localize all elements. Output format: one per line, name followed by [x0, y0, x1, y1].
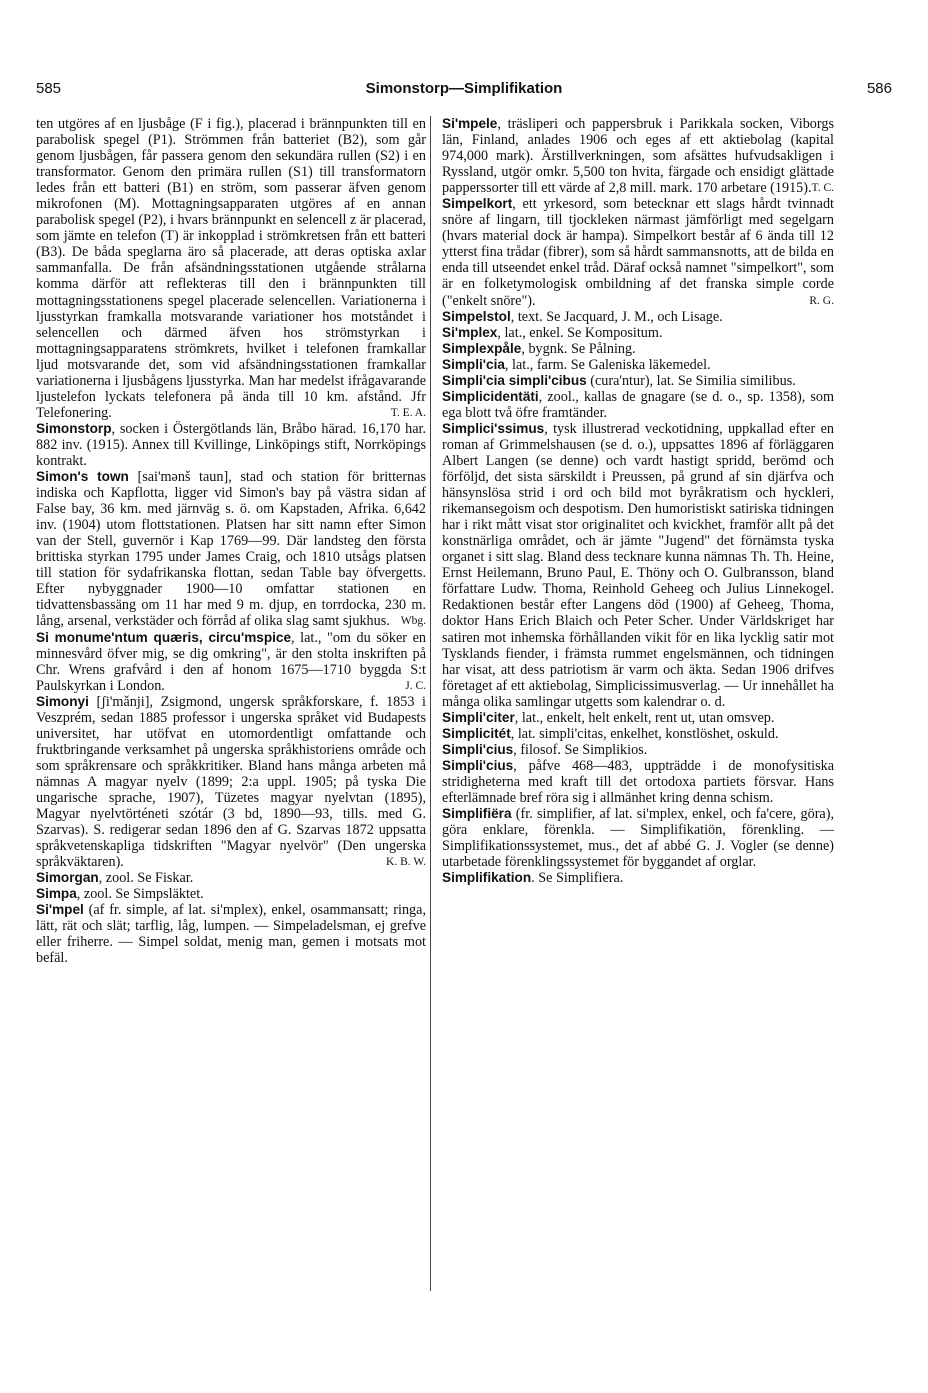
dictionary-entry: [442, 309, 834, 325]
column-divider: [430, 116, 431, 1291]
dictionary-entry: [442, 325, 834, 341]
dictionary-entry: [442, 373, 834, 389]
entry-body: [ʃi'mǎnji], Zsigmond, ungersk språkforskare, f. 1853 i Veszprém, sedan 1885 professor i ungerska språket vid Budapests universitet, har utöfvat en utomordentligt omfattande och fruktbringande verksamhet på ungerska språkhistoriens område och som språkrensare och språkkritiker. Bland hans många arbeten må nämnas A magyar nyelv (1899; 2:a uppl. 1905; på tyska Die ungarische sprache, 1907), Tüzetes magyar nyelvtan (1895), Magyar nyelvtörténeti szótár (3 bd, 1890—93, tills. med G. Szarvas). S. redigerar sedan 1896 den af G. Szarvas 1872 uppsatta språkvetenskapliga tidskriften "Magyar nyelvör" (Den ungerska språkväktaren).: [36, 693, 426, 871]
entry-headword: Simplexpåle: [442, 340, 522, 356]
entry-body: . Se Simplifiera.: [531, 870, 624, 887]
dictionary-entry: [36, 694, 426, 871]
author-signature: Wbg.: [400, 615, 426, 628]
author-signature: R. G.: [809, 294, 834, 307]
entry-headword: Si monume'ntum quæris, circu'mspice: [36, 629, 292, 645]
running-title: Simonstorp—Simplifikation: [365, 80, 563, 97]
entry-headword: Simonstorp: [36, 420, 112, 436]
entry-headword: Si'mplex: [442, 324, 498, 340]
entry-headword: Simplici'ssimus: [442, 420, 545, 436]
entry-body: , zool. Se Simpsläktet.: [76, 886, 204, 903]
entry-headword: Simpli'cia: [442, 356, 505, 372]
dictionary-entry: [36, 886, 426, 902]
dictionary-entry: [442, 726, 834, 742]
page-header: [36, 80, 892, 102]
dictionary-entry: [442, 870, 834, 886]
dictionary-entry: [442, 196, 834, 308]
entry-body: , zool., kallas de gnagare (se d. o., sp. 1358), som ega blott två öfre framtänder.: [442, 388, 834, 421]
entry-headword: Simon's town: [36, 469, 129, 485]
dictionary-entry: [36, 421, 426, 469]
dictionary-entry: [36, 870, 426, 886]
dictionary-entry: [442, 742, 834, 758]
page-number-right: 586: [866, 80, 892, 97]
entry-body: , socken i Östergötlands län, Bråbo härad. 16,170 har. 882 inv. (1915). Annex till Kvillinge, Linköpings stift, Norrköpings kontrakt.: [36, 420, 426, 469]
right-column: [442, 116, 834, 886]
entry-body: , lat., enkelt, helt enkelt, rent ut, utan omsvep.: [514, 709, 775, 726]
entry-headword: Si'mpel: [36, 902, 84, 918]
entry-body: , bygnk. Se Pålning.: [521, 340, 636, 357]
author-signature: T. E. A.: [390, 406, 426, 419]
dictionary-entry: [442, 357, 834, 373]
entry-body: , zool. Se Fiskar.: [98, 870, 194, 887]
entry-body: , träsliperi och pappersbruk i Parikkala socken, Viborgs län, Finland, anlades 1906 och eges af ett aktiebolag (kapital 974,000 mark). Ärstillverkningen, som afsättes hufvudsakligen i Ryssland, utgör omkr. 5,500 ton hvita, färgade och ensidigt glättade papperssorter till ett värde af 2,8 mill. mark. 170 arbetare (1915).: [442, 116, 834, 197]
dictionary-entry: [36, 469, 426, 629]
dictionary-entry: [442, 421, 834, 710]
entry-body: (cura'ntur), lat. Se Similia similibus.: [586, 372, 796, 389]
entry-body: , lat., "om du söker en minnesvård öfver mig, se dig omkring", är den stolta inskriften på Chr. Wrens grafvård i den af honom 1675—1710 byggda S:t Paulskyrkan i London.: [36, 629, 426, 694]
entry-body: , påfve 468—483, uppträdde i de monofysitiska stridigheterna med kraft till det ortodoxa partiets försvar. Hans efterlämnade bref röra sig i allmänhet kring denna schism.: [442, 757, 834, 806]
dictionary-entry: [442, 116, 834, 196]
dictionary-entry: [36, 116, 426, 421]
entry-headword: Simpelkort: [442, 196, 513, 212]
dictionary-entry: [442, 710, 834, 726]
entry-headword: Simonyi: [36, 693, 89, 709]
dictionary-entry: [442, 806, 834, 870]
entry-body: [sai'mənš taun], stad och station för britternas indiska och Kapflotta, ligger vid Simon's bay på västra sidan af False bay, 36 km. med järnväg s. ö. om Kapstaden, Afrika. 6,642 inv. (1904) utom flottstationen. Platsen har sitt namn efter Simon van der Stell, guvernör i Kap 1769—99. Där landsteg den första brittiska styrkan 1795 under James Craig, och 1810 utsågs platsen till station för sydafrikanska flottan, sedan Table bay öfvergetts. Efter nybyggnader 1900—10 omfattar stationen en tidvattensbassäng om 11 har med 9 m. djup, en torrdocka, 230 m. lång, arsenal, verkstäder och förråd af olika slag samt sjukhus.: [36, 469, 426, 630]
entry-headword: Simpli'cius: [442, 757, 514, 773]
entry-body: (af fr. simple, af lat. si'mplex), enkel, osammansatt; ringa, lätt, rät och slät; tarflig, låg, lumpen. — Simpeladelsman, ej grefve eller friherre. — Simpel soldat, menig man, gemen i motsats mot befäl.: [36, 902, 426, 967]
entry-body: (fr. simplifier, af lat. si'mplex, enkel, och fa'cere, göra), göra enklare, förenkla. — Simplifikatiön, förenkling. — Simplifikationssystemet, mus., det af abbé G. J. Vogler (se denne) utarbetade förenklingssystemet för byggandet af orglar.: [442, 806, 834, 871]
entry-headword: Simpelstol: [442, 308, 511, 324]
entry-headword: Simorgan: [36, 870, 99, 886]
entry-headword: Simplicidentäti: [442, 388, 539, 404]
page-number-left: 585: [36, 80, 62, 97]
left-column: [36, 116, 426, 966]
dictionary-entry: [442, 341, 834, 357]
entry-body: , lat., farm. Se Galeniska läkemedel.: [504, 356, 711, 373]
author-signature: K. B. W.: [386, 856, 426, 869]
entry-headword: Simpli'cia simpli'cibus: [442, 372, 587, 388]
entry-headword: Simplifiëra: [442, 806, 512, 822]
entry-body: , filosof. Se Simplikios.: [513, 741, 648, 758]
entry-body: , lat., enkel. Se Kompositum.: [497, 324, 663, 341]
entry-body: ten utgöres af en ljusbåge (F i fig.), placerad i brännpunkten till en parabolisk spegel (P1). Strömmen från batteriet (B2), som går genom ljusbågen, får passera genom den sekundära rullen (S2) i en transformator. Genom den primära rullen (S1) till transformatorn ledes från ett batteri (B1) en ström, som passerar äfven genom mikrofonen (M). Mottagningsapparaten utgöres af en annan parabolisk spegel (P2), i hvars brännpunkt en selencell z är placerad, som jämte en telefon (T) är inkopplad i strömkretsen från ett batteri (B3). De båda speglarna äro så placerade, att deras optiska axlar sammanfalla. De från afsändningsstationen utgående strålarna komma därför att reflekteras till den i brännpunkten till mottagningsstationens spegel placerade selencellen. Variationerna i ljusstyrkan framkalla motsvarande variationer hos motståndet i selencellen och därmed äfven hos strömstyrkan i mottagningsapparatens strömkrets, hvilket i telefonen framkallar ljud motsvarande det, som vid afsändningsstationen framkallar variationerna i ljusbågens ljusstyrka. Man har medelst ifrågavarande ljustelefon lyckats telefonera på ända till 10 km. afstånd. Jfr Telefonering.: [36, 116, 427, 421]
entry-headword: Simpli'cius: [442, 741, 514, 757]
dictionary-entry: [442, 389, 834, 421]
dictionary-entry: [36, 902, 426, 966]
author-signature: T. C.: [811, 182, 834, 195]
entry-headword: Si'mpele: [442, 116, 498, 131]
entry-headword: Simplicitét: [442, 725, 511, 741]
entry-body: , ett yrkesord, som betecknar ett slags hårdt tvinnadt snöre af lingarn, till tjockleken närmast jämförligt med segelgarn (hvars material dock är hampa). Simpelkort består af 6 ända till 12 ytterst fina trådar (fibrer), som så hårdt sammansnotts, att de bilda en enda till utseendet enkel tråd. Däraf också namnet "simpelkort", som är en folketymologisk ombildning af det franska simple corde ("enkelt snöre").: [442, 196, 835, 309]
entry-headword: Simpli'citer: [442, 709, 515, 725]
author-signature: J. C.: [405, 679, 426, 692]
entry-headword: Simplifikation: [442, 870, 532, 886]
entry-body: , text. Se Jacquard, J. M., och Lisage.: [510, 308, 723, 325]
dictionary-entry: [442, 758, 834, 806]
entry-body: , tysk illustrerad veckotidning, uppkallad efter en roman af Grimmelshausen (se d. o.), uppsattes 1896 af förläggaren Albert Langen (se denne) och vardt hastigt spridd, berömd och förföljd, det sista särskildt i Preussen, på grund af sin djärfva och hänsynslösa strid i ord och bild mot byråkratism och hyckleri, rikemansegoism och despotism. Den humoristiskt satiriska tidningen har i rikt mått visat stor originalitet och kvickhet, framför allt på det konstnärliga området, och är jämte "Jugend" det förnämsta tyska organet i sitt slag. Bland dess tecknare kunna nämnas Th. Th. Heine, Ernst Heilemann, Bruno Paul, E. Thöny och O. Gulbransson, bland författare Ludw. Thoma, Reinhold Geheeg och Julius Linnekogel. Redaktionen består efter Langens död (1900) af Geheeg, Thoma, doktor Hans Erich Blaich och Peter Scher. Under Världskriget har satiren mot inhemska förhållanden vikit för en lika lycklig satir mot Tysklands fiender, i främsta rummet engelsmännen, och tidningen har visat, att dess patriotism är varm och äkta. Sedan 1906 drifves företaget af ett aktiebolag, Simplicissimusverlag. — Ur innehållet ha många olika samlingar utgetts som kalendrar o. d.: [442, 420, 834, 710]
entry-body: , lat. simpli'citas, enkelhet, konstlöshet, oskuld.: [510, 725, 779, 742]
entry-headword: Simpa: [36, 886, 77, 902]
dictionary-entry: [36, 630, 426, 694]
